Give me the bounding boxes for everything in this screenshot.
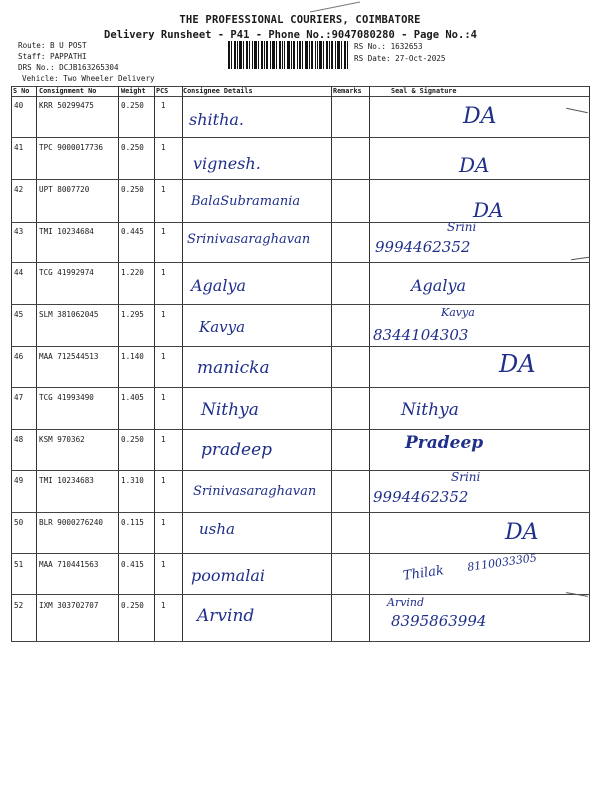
- row-pcs: 1: [161, 310, 166, 319]
- company-title: THE PROFESSIONAL COURIERS, COIMBATORE: [179, 14, 421, 26]
- handwritten-name: usha: [199, 520, 235, 538]
- handwritten-name: pradeep: [201, 440, 273, 460]
- handwritten-signature: DA: [473, 198, 504, 222]
- handwritten-name: Nithya: [201, 400, 259, 420]
- handwritten-signature: DA: [463, 104, 497, 129]
- row-pcs: 1: [161, 518, 166, 527]
- row-pcs: 1: [161, 393, 166, 402]
- handwritten-phone: 8344104303: [373, 326, 469, 344]
- row-pcs: 1: [161, 560, 166, 569]
- route-label: Route: B U POST: [18, 41, 87, 50]
- handwritten-name: Arvind: [197, 606, 255, 626]
- col-seal: Seal & Signature: [391, 87, 457, 95]
- row-sno: 41: [14, 143, 24, 152]
- handwritten-name: Srinivasaraghavan: [193, 484, 317, 499]
- pen-mark: [566, 108, 588, 114]
- row-pcs: 1: [161, 227, 166, 236]
- pen-mark: [571, 257, 589, 260]
- handwritten-name: Agalya: [191, 276, 247, 295]
- row-sno: 51: [14, 560, 24, 569]
- handwritten-name: poomalai: [191, 566, 265, 585]
- row-consignment: UPT 8007720: [39, 185, 90, 194]
- row-pcs: 1: [161, 101, 166, 110]
- row-sno: 52: [14, 601, 24, 610]
- scan-stroke: [300, 0, 600, 14]
- handwritten-phone: 8395863994: [391, 612, 487, 630]
- col-pcs: PCS: [156, 87, 169, 95]
- handwritten-signature: Arvind: [387, 596, 425, 609]
- handwritten-signature: Kavya: [441, 306, 475, 319]
- col-sno: S No: [13, 87, 30, 95]
- row-consignment: KSM 970362: [39, 435, 85, 444]
- drs-label: DRS No.: DCJB163265304: [18, 63, 119, 72]
- row-sno: 48: [14, 435, 24, 444]
- row-pcs: 1: [161, 268, 166, 277]
- row-weight: 0.250: [121, 101, 144, 110]
- row-weight: 1.220: [121, 268, 144, 277]
- row-weight: 1.310: [121, 476, 144, 485]
- row-consignment: TCG 41993490: [39, 393, 94, 402]
- row-weight: 0.250: [121, 601, 144, 610]
- row-pcs: 1: [161, 185, 166, 194]
- handwritten-signature: DA: [499, 350, 536, 378]
- handwritten-signature: Agalya: [411, 276, 467, 295]
- row-consignment: IXM 303702707: [39, 601, 99, 610]
- handwritten-name: vignesh.: [193, 154, 261, 173]
- row-pcs: 1: [161, 352, 166, 361]
- row-consignment: MAA 712544513: [39, 352, 99, 361]
- rs-date: RS Date: 27-Oct-2025: [354, 54, 446, 63]
- row-sno: 43: [14, 227, 24, 236]
- runsheet-title: Delivery Runsheet - P41 - Phone No.:9047080280 - Page No.:4: [104, 29, 477, 41]
- row-consignment: TMI 10234684: [39, 227, 94, 236]
- handwritten-signature: Thilak: [402, 563, 445, 584]
- row-weight: 0.250: [121, 185, 144, 194]
- row-consignment: TPC 9000017736: [39, 143, 104, 152]
- row-pcs: 1: [161, 143, 166, 152]
- row-consignment: TCG 41992974: [39, 268, 94, 277]
- row-consignment: KRR 50299475: [39, 101, 94, 110]
- row-pcs: 1: [161, 601, 166, 610]
- vehicle-label: Vehicle: Two Wheeler Delivery: [22, 74, 155, 83]
- row-pcs: 1: [161, 476, 166, 485]
- runsheet-table: [11, 86, 590, 642]
- col-details: Consignee Details: [183, 87, 253, 95]
- handwritten-name: manicka: [197, 358, 270, 378]
- row-sno: 45: [14, 310, 24, 319]
- handwritten-name: Kavya: [199, 318, 246, 336]
- col-weight: Weight: [121, 87, 146, 95]
- row-consignment: MAA 710441563: [39, 560, 99, 569]
- row-sno: 49: [14, 476, 24, 485]
- handwritten-signature: Srini: [451, 470, 481, 484]
- rs-number: RS No.: 1632653: [354, 42, 423, 51]
- handwritten-name: Srinivasaraghavan: [187, 232, 311, 247]
- col-remarks: Remarks: [333, 87, 362, 95]
- handwritten-signature: DA: [459, 153, 490, 177]
- row-weight: 1.295: [121, 310, 144, 319]
- staff-label: Staff: PAPPATHI: [18, 52, 87, 61]
- row-sno: 40: [14, 101, 24, 110]
- barcode: [228, 41, 348, 69]
- row-weight: 1.405: [121, 393, 144, 402]
- handwritten-name: shitha.: [189, 110, 244, 129]
- row-sno: 42: [14, 185, 24, 194]
- row-consignment: TMI 10234683: [39, 476, 94, 485]
- row-sno: 44: [14, 268, 24, 277]
- row-sno: 46: [14, 352, 24, 361]
- handwritten-phone: 9994462352: [375, 238, 471, 256]
- row-weight: 0.115: [121, 518, 144, 527]
- handwritten-signature: Pradeep: [405, 433, 484, 453]
- row-weight: 0.415: [121, 560, 144, 569]
- handwritten-signature: Srini: [447, 220, 477, 234]
- handwritten-phone: 9994462352: [373, 488, 469, 506]
- row-consignment: BLR 9000276240: [39, 518, 104, 527]
- row-sno: 47: [14, 393, 24, 402]
- col-consignment: Consignment No: [39, 87, 97, 95]
- handwritten-signature: DA: [505, 520, 539, 545]
- row-weight: 0.250: [121, 435, 144, 444]
- handwritten-name: BalaSubramania: [191, 194, 301, 209]
- row-consignment: SLM 381062045: [39, 310, 99, 319]
- row-weight: 0.445: [121, 227, 144, 236]
- row-weight: 1.140: [121, 352, 144, 361]
- handwritten-phone: 8110033305: [466, 551, 538, 574]
- row-sno: 50: [14, 518, 24, 527]
- handwritten-signature: Nithya: [401, 400, 459, 420]
- row-pcs: 1: [161, 435, 166, 444]
- row-weight: 0.250: [121, 143, 144, 152]
